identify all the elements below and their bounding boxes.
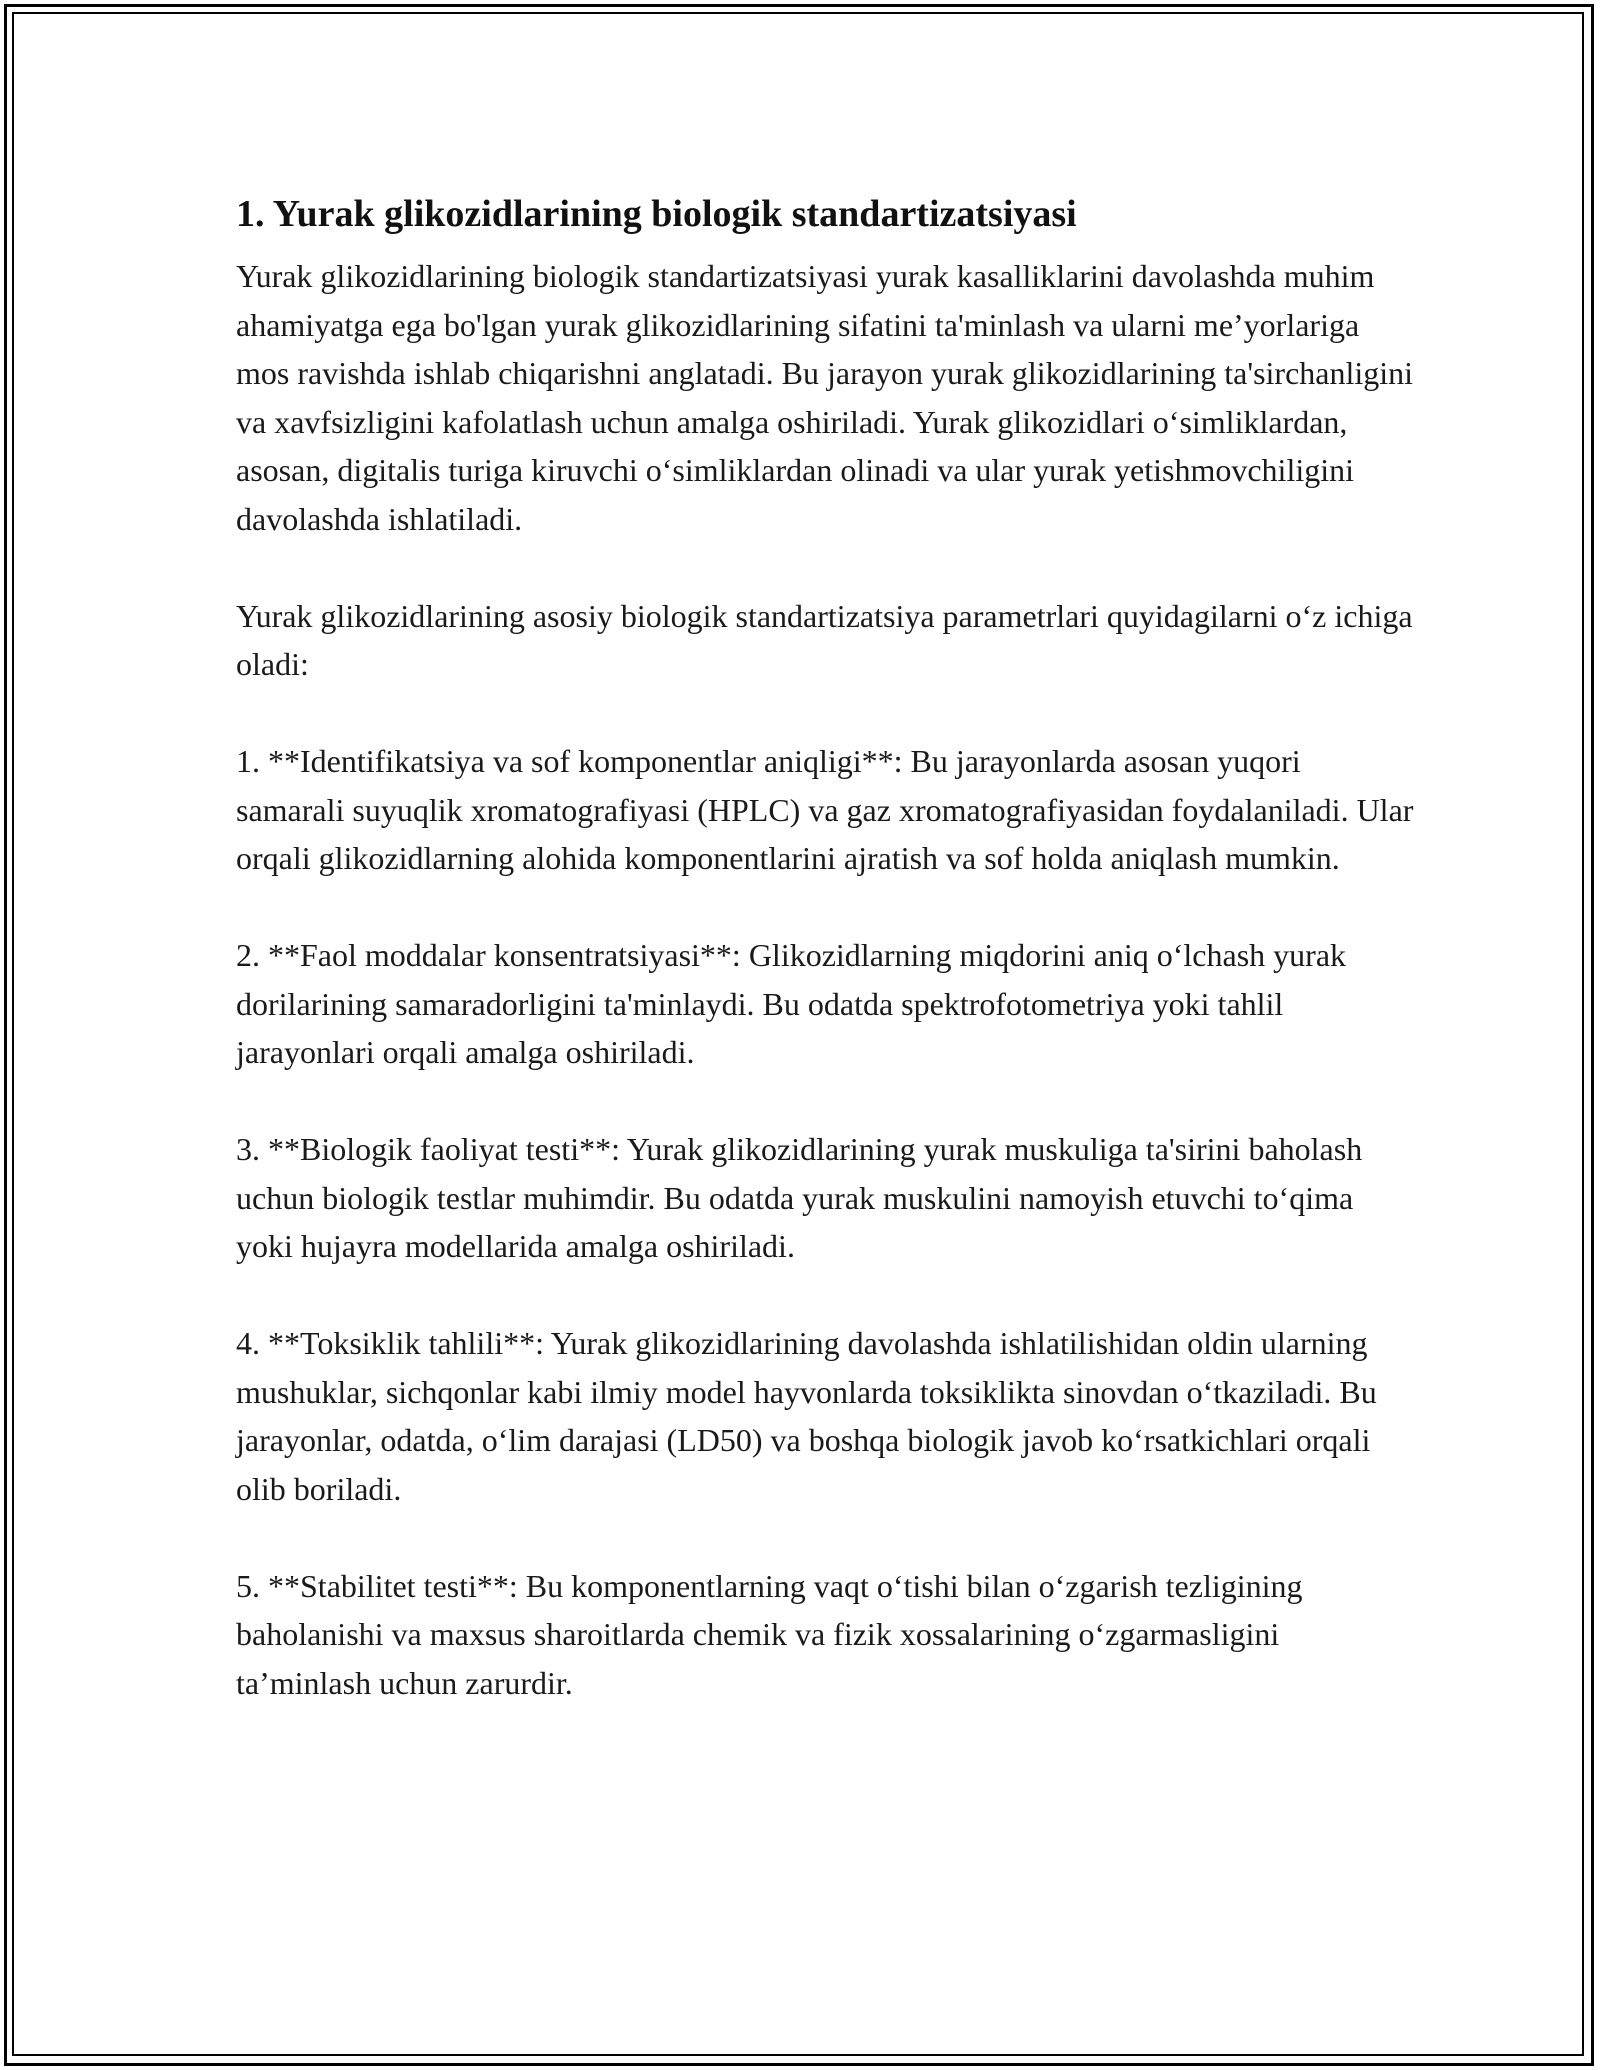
paragraph-item-stability: 5. **Stabilitet testi**: Bu komponentlarning vaqt o‘tishi bilan o‘zgarish tezligining baholanishi va maxsus sharoitlarda chemik va fizik xossalarining o‘zgarmasligini ta’minlash uchun zarurdir.: [236, 1567, 1303, 1701]
paragraph-item-biological-activity: 3. **Biologik faoliyat testi**: Yurak glikozidlarining yurak muskuliga ta'sirini baholash uchun biologik testlar muhimdir. Bu odatda yurak muskulini namoyish etuvchi to‘qima yoki hujayra modellarida amalga oshiriladi.: [236, 1131, 1363, 1264]
document-body: [236, 190, 1416, 1707]
paragraph-item-concentration: 2. **Faol moddalar konsentratsiyasi**: Glikozidlarning miqdorini aniq o‘lchash yurak dorilarining samaradorligini ta'minlaydi. Bu odatda spektrofotometriya yoki tahlil jarayonlari orqali amalga oshiriladi.: [236, 937, 1347, 1070]
paragraph-intro: Yurak glikozidlarining biologik standartizatsiyasi yurak kasalliklarini davolashda muhim ahamiyatga ega bo'lgan yurak glikozidlarining sifatini ta'minlash va ularni me’yorlariga mos ravishda ishlab chiqarishni anglatadi. Bu jarayon yurak glikozidlarining ta'sirchanligini va xavfsizligini kafolatlash uchun amalga oshiriladi. Yurak glikozidlari o‘simliklardan, asosan, digitalis turiga kiruvchi o‘simliklardan olinadi va ular yurak yetishmovchiligini davolashda ishlatiladi.: [236, 258, 1414, 537]
document-title: 1. Yurak glikozidlarining biologik standartizatsiyasi: [236, 193, 1077, 235]
paragraph-item-toxicity: 4. **Toksiklik tahlili**: Yurak glikozidlarining davolashda ishlatilishidan oldin ularning mushuklar, sichqonlar kabi ilmiy model hayvonlarda toksiklikta sinovdan o‘tkaziladi. Bu jarayonlar, odatda, o‘lim darajasi (LD50) va boshqa biologik javob ko‘rsatkichlari orqali olib boriladi.: [236, 1325, 1377, 1507]
paragraph-item-identification: 1. **Identifikatsiya va sof komponentlar aniqligi**: Bu jarayonlarda asosan yuqori samarali suyuqlik xromatografiyasi (HPLC) va gaz xromatografiyasidan foydalaniladi. Ular orqali glikozidlarning alohida komponentlarini ajratish va sof holda aniqlash mumkin.: [236, 743, 1414, 876]
paragraph-parameters-lead: Yurak glikozidlarining asosiy biologik standartizatsiya parametrlari quyidagilarni o‘z ichiga oladi:: [236, 597, 1413, 682]
